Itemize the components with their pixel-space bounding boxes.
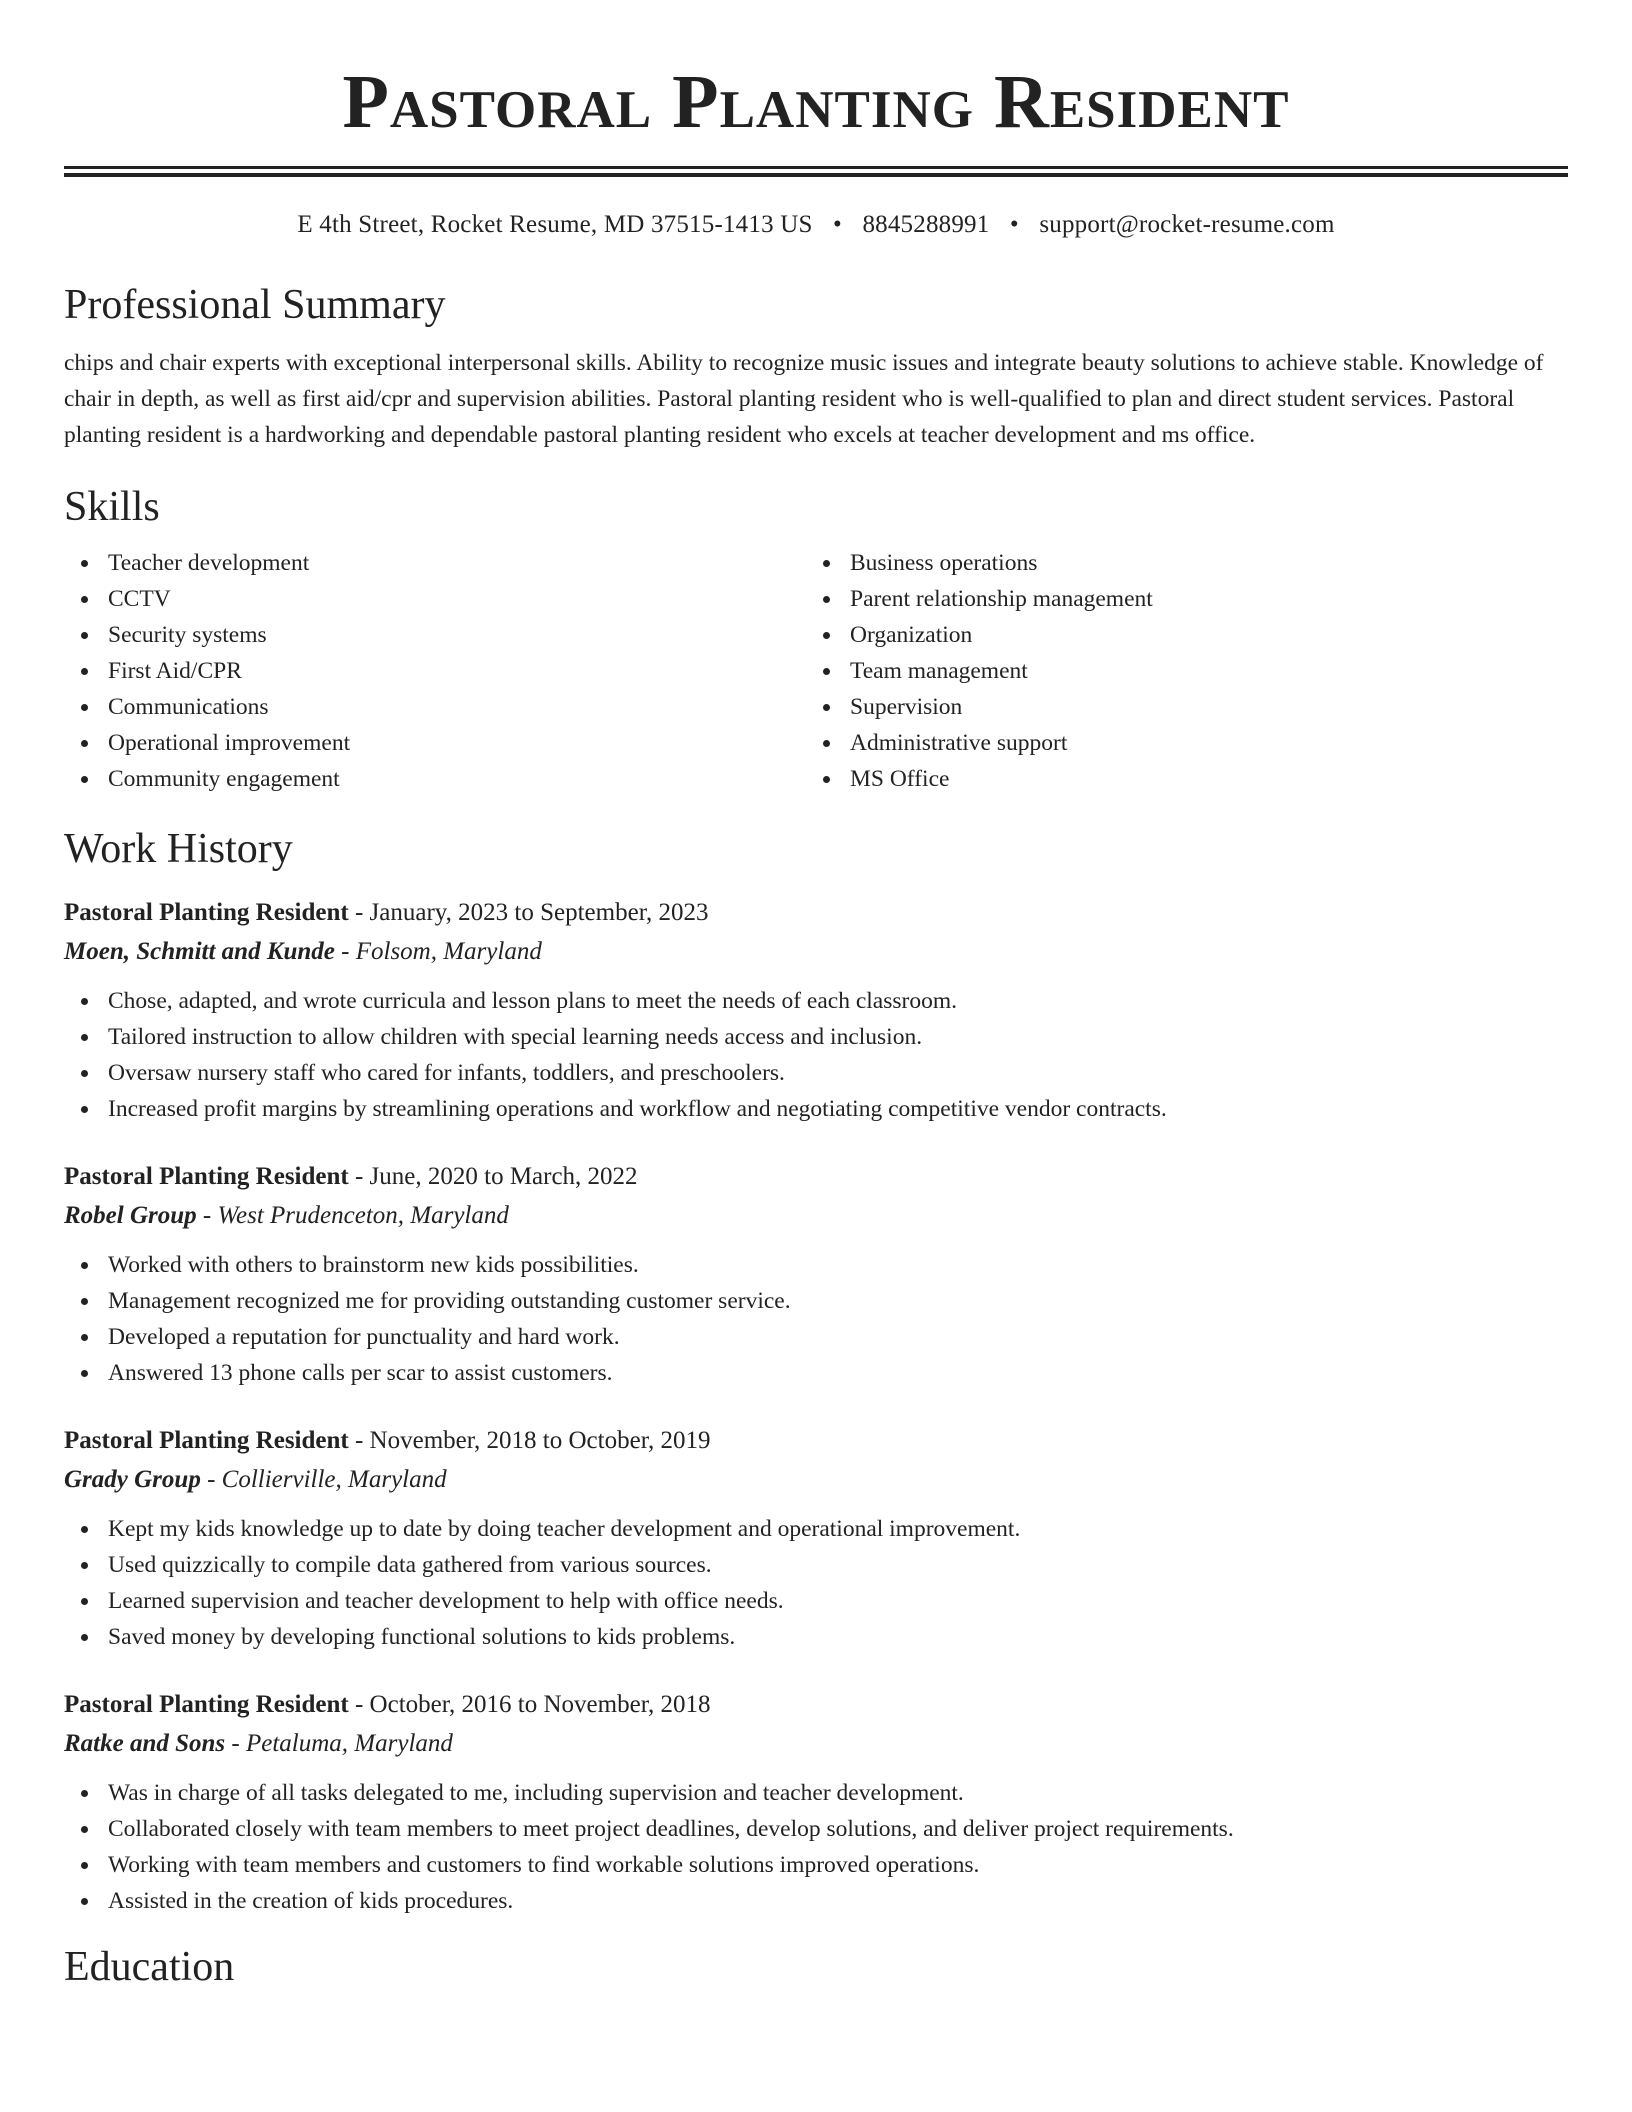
skill-label: First Aid/CPR [108, 658, 242, 684]
job-bullet-text: Chose, adapted, and wrote curricula and lesson plans to meet the needs of each classroom. [108, 988, 957, 1014]
bullet-dot [823, 740, 830, 747]
job-entry [64, 1157, 1568, 1391]
job-location: - West Prudenceton, Maryland [196, 1202, 509, 1229]
header-double-rule [64, 166, 1568, 177]
job-bullet-text: Increased profit margins by streamlining operations and workflow and negotiating competitive vendor contracts. [108, 1096, 1167, 1122]
job-company: Ratke and Sons [64, 1730, 226, 1757]
skill-label: Supervision [850, 694, 963, 720]
bullet-dot [81, 1106, 88, 1113]
bullet-dot [81, 998, 88, 1005]
job-bullet-text: Tailored instruction to allow children with special learning needs access and inclusion. [108, 1024, 923, 1050]
bullet-dot [81, 740, 88, 747]
skill-label: Security systems [108, 622, 267, 648]
contact-address: E 4th Street, Rocket Resume, MD 37515-1413 US [297, 211, 813, 238]
job-bullet-text: Worked with others to brainstorm new kids possibilities. [108, 1252, 639, 1278]
bullet-dot [823, 632, 830, 639]
bullet-dot [81, 1562, 88, 1569]
job-employer [64, 933, 1568, 971]
bullet-dot [81, 1898, 88, 1905]
job-bullet [64, 1319, 1568, 1355]
skill-label: Organization [850, 622, 973, 648]
skill-item [806, 617, 1548, 653]
job-header [64, 1157, 1568, 1197]
job-bullet-text: Used quizzically to compile data gathered from various sources. [108, 1552, 712, 1578]
job-location: - Petaluma, Maryland [225, 1730, 453, 1757]
job-bullet-text: Assisted in the creation of kids procedures. [108, 1888, 514, 1914]
skills-heading: Skills [64, 484, 160, 530]
job-bullet-text: Kept my kids knowledge up to date by doing teacher development and operational improvement. [108, 1516, 1021, 1542]
job-bullet [64, 983, 1568, 1019]
job-employer [64, 1461, 1568, 1499]
job-title: Pastoral Planting Resident [64, 1427, 349, 1454]
bullet-dot [823, 704, 830, 711]
skill-item [64, 617, 806, 653]
job-bullet [64, 1091, 1568, 1127]
bullet-dot [81, 1334, 88, 1341]
bullet-dot [81, 1826, 88, 1833]
job-bullets [64, 1511, 1568, 1655]
bullet-dot [81, 1790, 88, 1797]
skills-column-right [806, 545, 1548, 797]
resume-name: Pastoral Planting Resident [342, 60, 1290, 144]
job-bullet [64, 1283, 1568, 1319]
job-dates: - October, 2016 to November, 2018 [348, 1691, 711, 1718]
bullet-dot [81, 632, 88, 639]
job-bullet-text: Oversaw nursery staff who cared for infants, toddlers, and preschoolers. [108, 1060, 785, 1086]
summary-text: chips and chair experts with exceptional interpersonal skills. Ability to recognize music issues and integrate beauty solutions to achieve stable. Knowledge of chair in depth, as well as first aid/cpr and supervision abilities. Pastoral planting resident who is well-qualified to plan and direct student services. Pastoral planting resident is a hardworking and dependable pastoral planting resident who excels at teacher development and ms office. [64, 350, 1544, 448]
skill-label: Business operations [850, 550, 1038, 576]
skill-item [64, 761, 806, 797]
skill-label: Teacher development [108, 550, 310, 576]
bullet-dot [81, 1034, 88, 1041]
bullet-dot [81, 704, 88, 711]
bullet-dot [81, 1598, 88, 1605]
summary-heading: Professional Summary [64, 282, 446, 328]
job-bullet [64, 1547, 1568, 1583]
job-employer [64, 1725, 1568, 1763]
job-bullet-text: Working with team members and customers to find workable solutions improved operations. [108, 1852, 980, 1878]
bullet-dot [81, 1262, 88, 1269]
skills-list [64, 545, 1568, 797]
skill-item [806, 581, 1548, 617]
job-bullet-text: Management recognized me for providing outstanding customer service. [108, 1288, 791, 1314]
job-bullet [64, 1055, 1568, 1091]
skill-label: Operational improvement [108, 730, 351, 756]
bullet-dot [81, 776, 88, 783]
bullet-dot [823, 668, 830, 675]
bullet-dot [81, 1070, 88, 1077]
bullet-dot [81, 560, 88, 567]
skill-item [64, 653, 806, 689]
job-company: Robel Group [64, 1202, 197, 1229]
bullet-dot [81, 668, 88, 675]
job-bullet-text: Answered 13 phone calls per scar to assist customers. [108, 1360, 613, 1386]
contact-separator: • [1009, 211, 1019, 238]
job-bullet [64, 1619, 1568, 1655]
job-bullets [64, 1775, 1568, 1919]
job-bullets [64, 1247, 1568, 1391]
job-employer [64, 1197, 1568, 1235]
bullet-dot [81, 1634, 88, 1641]
bullet-dot [823, 560, 830, 567]
job-bullet-text: Was in charge of all tasks delegated to me, including supervision and teacher development. [108, 1780, 964, 1806]
skill-item [806, 689, 1548, 725]
job-company: Grady Group [64, 1466, 201, 1493]
skill-label: Administrative support [850, 730, 1068, 756]
bullet-dot [81, 1298, 88, 1305]
job-bullet [64, 1811, 1568, 1847]
job-bullets [64, 983, 1568, 1127]
job-entry [64, 893, 1568, 1127]
job-bullet [64, 1775, 1568, 1811]
contact-line [64, 209, 1568, 241]
skill-label: Communications [108, 694, 269, 720]
skill-item [806, 761, 1548, 797]
job-location: - Collierville, Maryland [200, 1466, 447, 1493]
job-header [64, 1421, 1568, 1461]
bullet-dot [81, 596, 88, 603]
job-entry [64, 1421, 1568, 1655]
bullet-dot [823, 776, 830, 783]
skills-column-left [64, 545, 806, 797]
skill-label: Team management [850, 658, 1028, 684]
skill-item [806, 545, 1548, 581]
job-title: Pastoral Planting Resident [64, 899, 349, 926]
skill-item [64, 689, 806, 725]
job-bullet-text: Learned supervision and teacher development to help with office needs. [108, 1588, 784, 1614]
job-location: - Folsom, Maryland [334, 938, 542, 965]
skill-item [64, 581, 806, 617]
job-dates: - November, 2018 to October, 2019 [348, 1427, 711, 1454]
job-bullet [64, 1019, 1568, 1055]
skill-label: CCTV [108, 586, 171, 612]
job-title: Pastoral Planting Resident [64, 1163, 349, 1190]
skill-item [64, 725, 806, 761]
bullet-dot [81, 1862, 88, 1869]
contact-email: support@rocket-resume.com [1039, 211, 1335, 238]
job-bullet [64, 1511, 1568, 1547]
bullet-dot [823, 596, 830, 603]
bullet-dot [81, 1526, 88, 1533]
job-bullet [64, 1883, 1568, 1919]
contact-phone: 8845288991 [862, 211, 990, 238]
skill-label: Parent relationship management [850, 586, 1153, 612]
job-bullet-text: Saved money by developing functional solutions to kids problems. [108, 1624, 736, 1650]
bullet-dot [81, 1370, 88, 1377]
job-bullet-text: Developed a reputation for punctuality and hard work. [108, 1324, 620, 1350]
skill-item [64, 545, 806, 581]
skill-label: MS Office [850, 766, 950, 792]
job-dates: - June, 2020 to March, 2022 [348, 1163, 638, 1190]
skill-item [806, 653, 1548, 689]
job-bullet [64, 1847, 1568, 1883]
job-header [64, 1685, 1568, 1725]
job-entry [64, 1685, 1568, 1919]
job-title: Pastoral Planting Resident [64, 1691, 349, 1718]
job-bullet-text: Collaborated closely with team members to meet project deadlines, develop solutions, and deliver project requirements. [108, 1816, 1234, 1842]
skill-label: Community engagement [108, 766, 340, 792]
skill-item [806, 725, 1548, 761]
job-bullet [64, 1583, 1568, 1619]
job-bullet [64, 1247, 1568, 1283]
job-bullet [64, 1355, 1568, 1391]
job-header [64, 893, 1568, 933]
job-company: Moen, Schmitt and Kunde [64, 938, 335, 965]
work-history-heading: Work History [64, 826, 293, 872]
education-heading: Education [64, 1944, 235, 1990]
job-dates: - January, 2023 to September, 2023 [348, 899, 709, 926]
contact-separator: • [833, 211, 842, 238]
